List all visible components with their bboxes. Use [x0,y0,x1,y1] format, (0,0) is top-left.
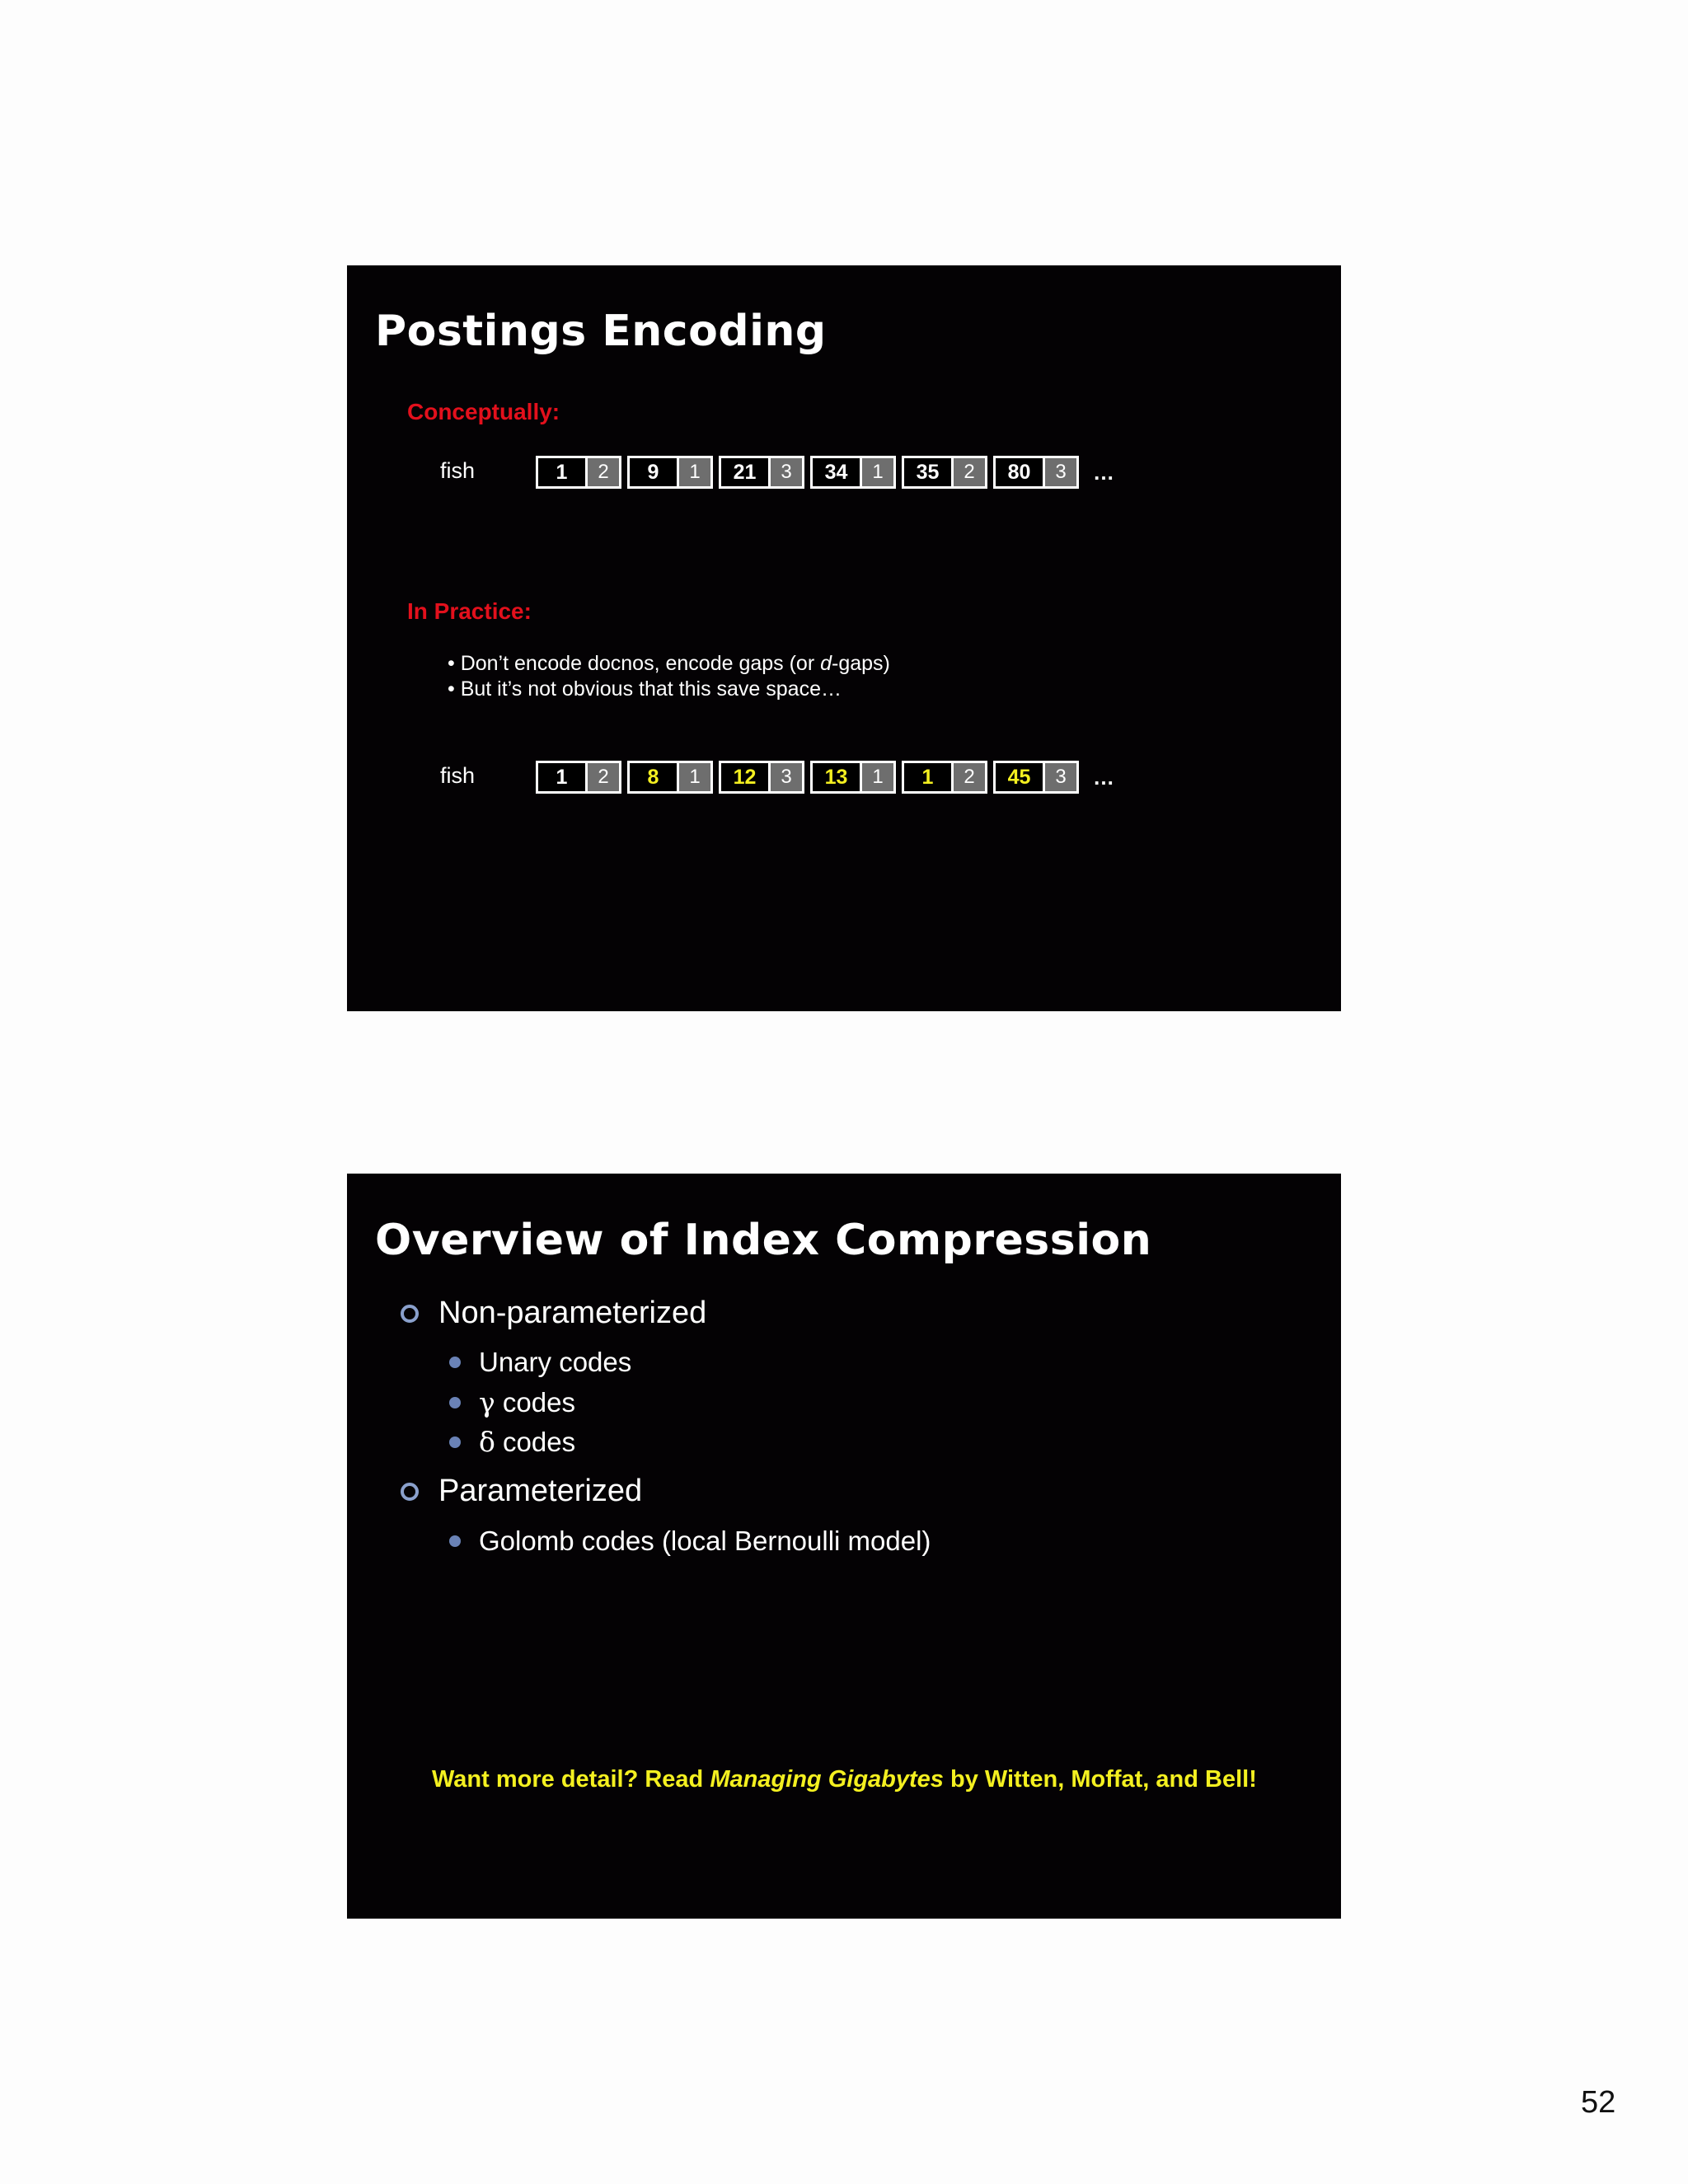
posting-gap: 13 [813,763,862,791]
term-label: fish [440,458,476,483]
bullet-emphasis: d [820,652,832,675]
item-symbol: δ [479,1426,495,1458]
posting-gap: 12 [721,763,771,791]
posting-docid: 80 [996,458,1045,486]
ellipsis: … [1093,764,1115,790]
outline-item [449,1526,931,1557]
posting-docid: 34 [813,458,862,486]
item-text: codes [495,1386,575,1418]
posting-docid: 35 [904,458,954,486]
in-practice-heading: In Practice: [407,598,532,624]
postings-list-gaps [536,759,1115,795]
posting-docid: 21 [721,458,771,486]
posting-tf: 3 [1045,763,1076,791]
ring-bullet-icon [401,1483,419,1501]
group-label: Non-parameterized [438,1296,707,1330]
bullet-text: • Don’t encode docnos, encode gaps (or [448,652,821,675]
posting [902,456,987,489]
posting-gap: 1 [904,763,954,791]
slide-index-compression [347,1174,1341,1919]
posting [719,456,804,489]
posting-gap: 45 [996,763,1045,791]
posting-tf: 2 [954,763,985,791]
posting-tf: 1 [679,458,710,486]
posting [902,761,987,794]
slide-postings-encoding [347,265,1341,1011]
posting-tf: 2 [954,458,985,486]
term-label: fish [440,763,476,788]
posting-tf: 2 [588,458,619,486]
dot-bullet-icon [449,1436,461,1448]
conceptually-heading: Conceptually: [407,399,560,424]
posting [536,456,621,489]
posting [627,456,713,489]
postings-list-conceptual [536,454,1115,490]
book-title: Managing Gigabytes [710,1766,944,1793]
posting-tf: 1 [679,763,710,791]
posting-gap: 8 [630,763,679,791]
ellipsis: … [1093,459,1115,485]
practice-bullet [448,651,890,677]
note-text-end: by Witten, Moffat, and Bell! [943,1766,1257,1793]
slide-title: Overview of Index Compression [375,1216,1152,1265]
posting-docid: 9 [630,458,679,486]
posting [719,761,804,794]
practice-bullets [448,651,890,702]
group-label: Parameterized [438,1474,643,1508]
posting-tf: 3 [1045,458,1076,486]
item-text: Golomb codes (local Bernoulli model) [479,1526,931,1556]
posting [536,761,621,794]
dot-bullet-icon [449,1535,461,1547]
bullet-text-end: -gaps) [832,652,890,675]
outline-group [401,1474,642,1509]
outline-item [449,1386,575,1418]
posting-tf: 2 [588,763,619,791]
posting [810,456,896,489]
bullet-text: • But it’s not obvious that this save space… [448,677,842,701]
posting [810,761,896,794]
posting-tf: 1 [862,763,893,791]
outline-item [449,1426,575,1458]
slide-title: Postings Encoding [375,307,827,356]
ring-bullet-icon [401,1305,419,1323]
item-text: Unary codes [479,1347,632,1377]
item-symbol: γ [479,1386,495,1418]
item-text: codes [495,1426,576,1457]
outline-group [401,1296,706,1331]
practice-bullet [448,677,890,702]
outline-item [449,1347,631,1378]
dot-bullet-icon [449,1397,461,1408]
posting [993,761,1079,794]
posting [627,761,713,794]
reading-note [432,1766,1257,1793]
note-text: Want more detail? Read [432,1766,710,1793]
dot-bullet-icon [449,1357,461,1368]
posting-tf: 3 [771,763,802,791]
posting [993,456,1079,489]
posting-tf: 1 [862,458,893,486]
posting-tf: 3 [771,458,802,486]
page-number: 52 [1581,2085,1616,2120]
posting-docid: 1 [538,458,588,486]
posting-docid: 1 [538,763,588,791]
